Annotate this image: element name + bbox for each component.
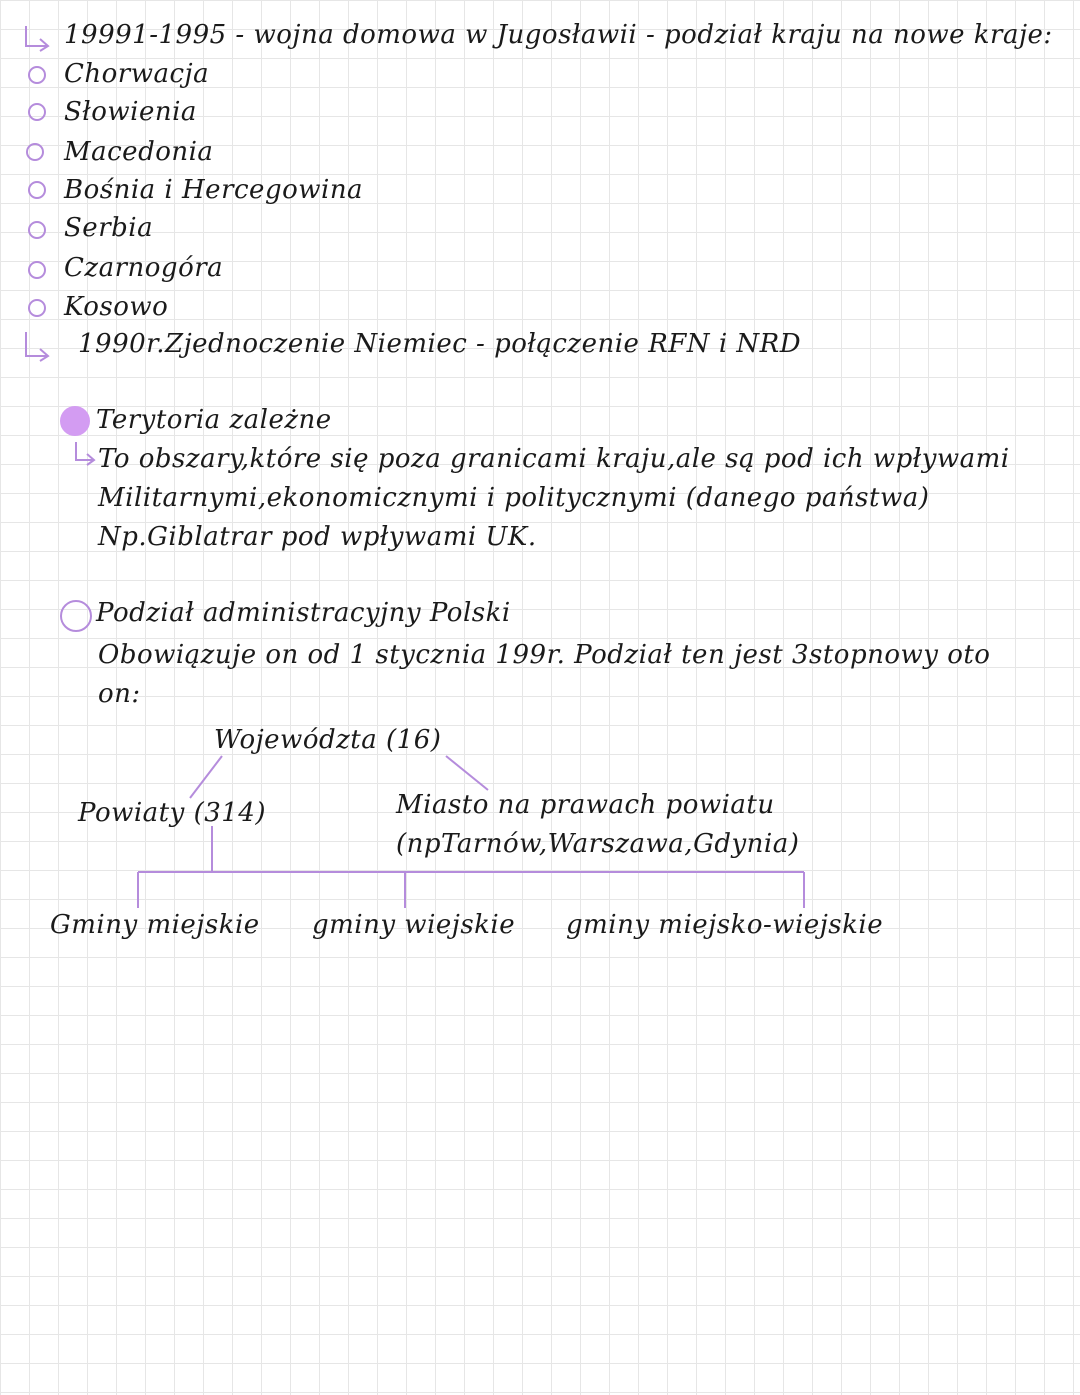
tree-node-voivodeships: Województa (16) bbox=[214, 725, 442, 755]
territories-definition-line: To obszary,które się poza granicami kraju,ale są pod ich wpływami bbox=[98, 444, 1010, 474]
territories-definition-line: Militarnymi,ekonomicznymi i politycznymi (danego państwa) bbox=[98, 483, 930, 513]
tree-leaf-urban-communes: Gminy miejskie bbox=[50, 910, 260, 940]
country-item: Serbia bbox=[64, 213, 154, 243]
tree-node-city-county: Miasto na prawach powiatu bbox=[396, 790, 775, 820]
yugoslavia-heading: 19991-1995 - wojna domowa w Jugosławii - podział kraju na nowe kraje: bbox=[64, 20, 1053, 50]
admin-heading: Podział administracyjny Polski bbox=[96, 598, 511, 628]
country-item: Kosowo bbox=[64, 292, 169, 322]
country-item: Macedonia bbox=[64, 137, 214, 167]
tree-leaf-rural-communes: gminy wiejskie bbox=[312, 910, 516, 940]
territories-example-line: Np.Giblatrar pod wpływami UK. bbox=[98, 522, 537, 552]
territories-heading: Terytoria zależne bbox=[96, 405, 332, 435]
tree-leaf-mixed-communes: gminy miejsko-wiejskie bbox=[566, 910, 884, 940]
country-item: Chorwacja bbox=[64, 59, 210, 89]
tree-node-city-county-examples: (npTarnów,Warszawa,Gdynia) bbox=[396, 829, 800, 859]
admin-description-line: on: bbox=[98, 679, 141, 709]
country-item: Słowienia bbox=[64, 97, 197, 127]
germany-unification-line: 1990r.Zjednoczenie Niemiec - połączenie RFN i NRD bbox=[78, 329, 802, 359]
admin-description-line: Obowiązuje on od 1 stycznia 199r. Podział ten jest 3stopnowy oto bbox=[98, 640, 991, 670]
country-item: Bośnia i Hercegowina bbox=[64, 175, 364, 205]
tree-node-counties: Powiaty (314) bbox=[78, 798, 266, 828]
country-item: Czarnogóra bbox=[64, 253, 224, 283]
